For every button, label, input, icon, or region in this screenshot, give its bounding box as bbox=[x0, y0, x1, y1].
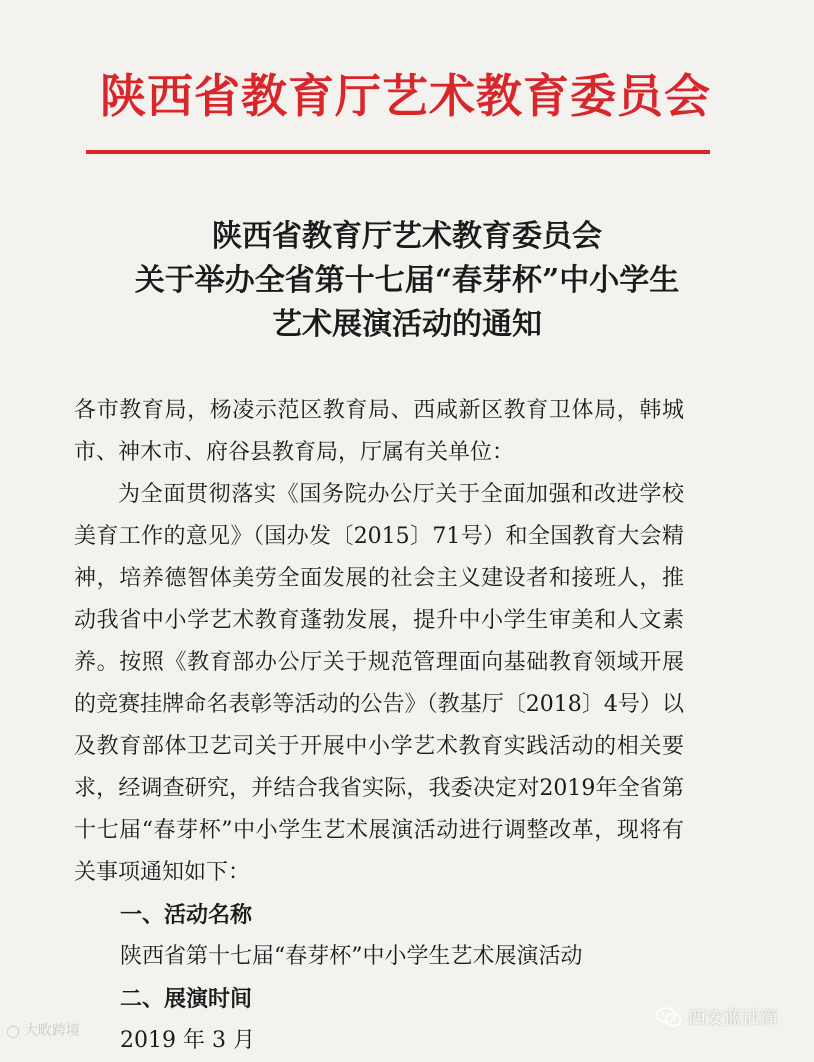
letterhead-red-rule bbox=[86, 150, 710, 154]
section-content-activity-name: 陕西省第十七届“春芽杯”中小学生艺术展演活动 bbox=[120, 944, 583, 969]
section-content-performance-time: 2019 年 3 月 bbox=[120, 1028, 255, 1053]
section-heading-performance-time: 二、展演时间 bbox=[120, 986, 253, 1012]
weibo-icon: ○ bbox=[6, 1020, 20, 1040]
watermark-left bbox=[6, 1020, 80, 1040]
intro-paragraph: 为全面贯彻落实《国务院办公厅关于全面加强和改进学校美育工作的意见》（国办发〔2015〕71号）和全国教育大会精神，培养德智体美劳全面发展的社会主义建设者和接班人，推动我省中小学艺术教育蓬勃发展，提升中小学生审美和人文素养。按照《教育部办公厅关于规范管理面向基础教育领域开展的竞赛挂牌命名表彰等活动的公告》（教基厅〔2018〕4号）以及教育部体卫艺司关于开展中小学艺术教育实践活动的相关要求，经调查研究，并结合我省实际，我委决定对2019年全省第十七届“春芽杯”中小学生艺术展演活动进行调整改革，现将有关事项通知如下： bbox=[74, 482, 684, 885]
watermark-right bbox=[656, 1004, 778, 1030]
notice-body bbox=[74, 390, 684, 1062]
notice-title-line-1: 陕西省教育厅艺术教育委员会 bbox=[212, 219, 602, 254]
section-heading-activity-name: 一、活动名称 bbox=[120, 902, 253, 928]
notice-title-line-2: 关于举办全省第十七届“春芽杯”中小学生 bbox=[134, 263, 680, 298]
recipients-paragraph: 各市教育局，杨凌示范区教育局、西咸新区教育卫体局，韩城市、神木市、府谷县教育局，厅属有关单位： bbox=[74, 398, 684, 465]
wechat-icon bbox=[656, 1006, 682, 1028]
notice-title bbox=[60, 215, 754, 347]
letterhead-title: 陕西省教育厅艺术教育委员会 bbox=[100, 69, 711, 123]
notice-title-line-3: 艺术展演活动的通知 bbox=[272, 307, 542, 342]
watermark-right-label: 西安蓝话筒 bbox=[688, 1008, 778, 1029]
watermark-left-label: 大畋跨境 bbox=[23, 1023, 80, 1039]
